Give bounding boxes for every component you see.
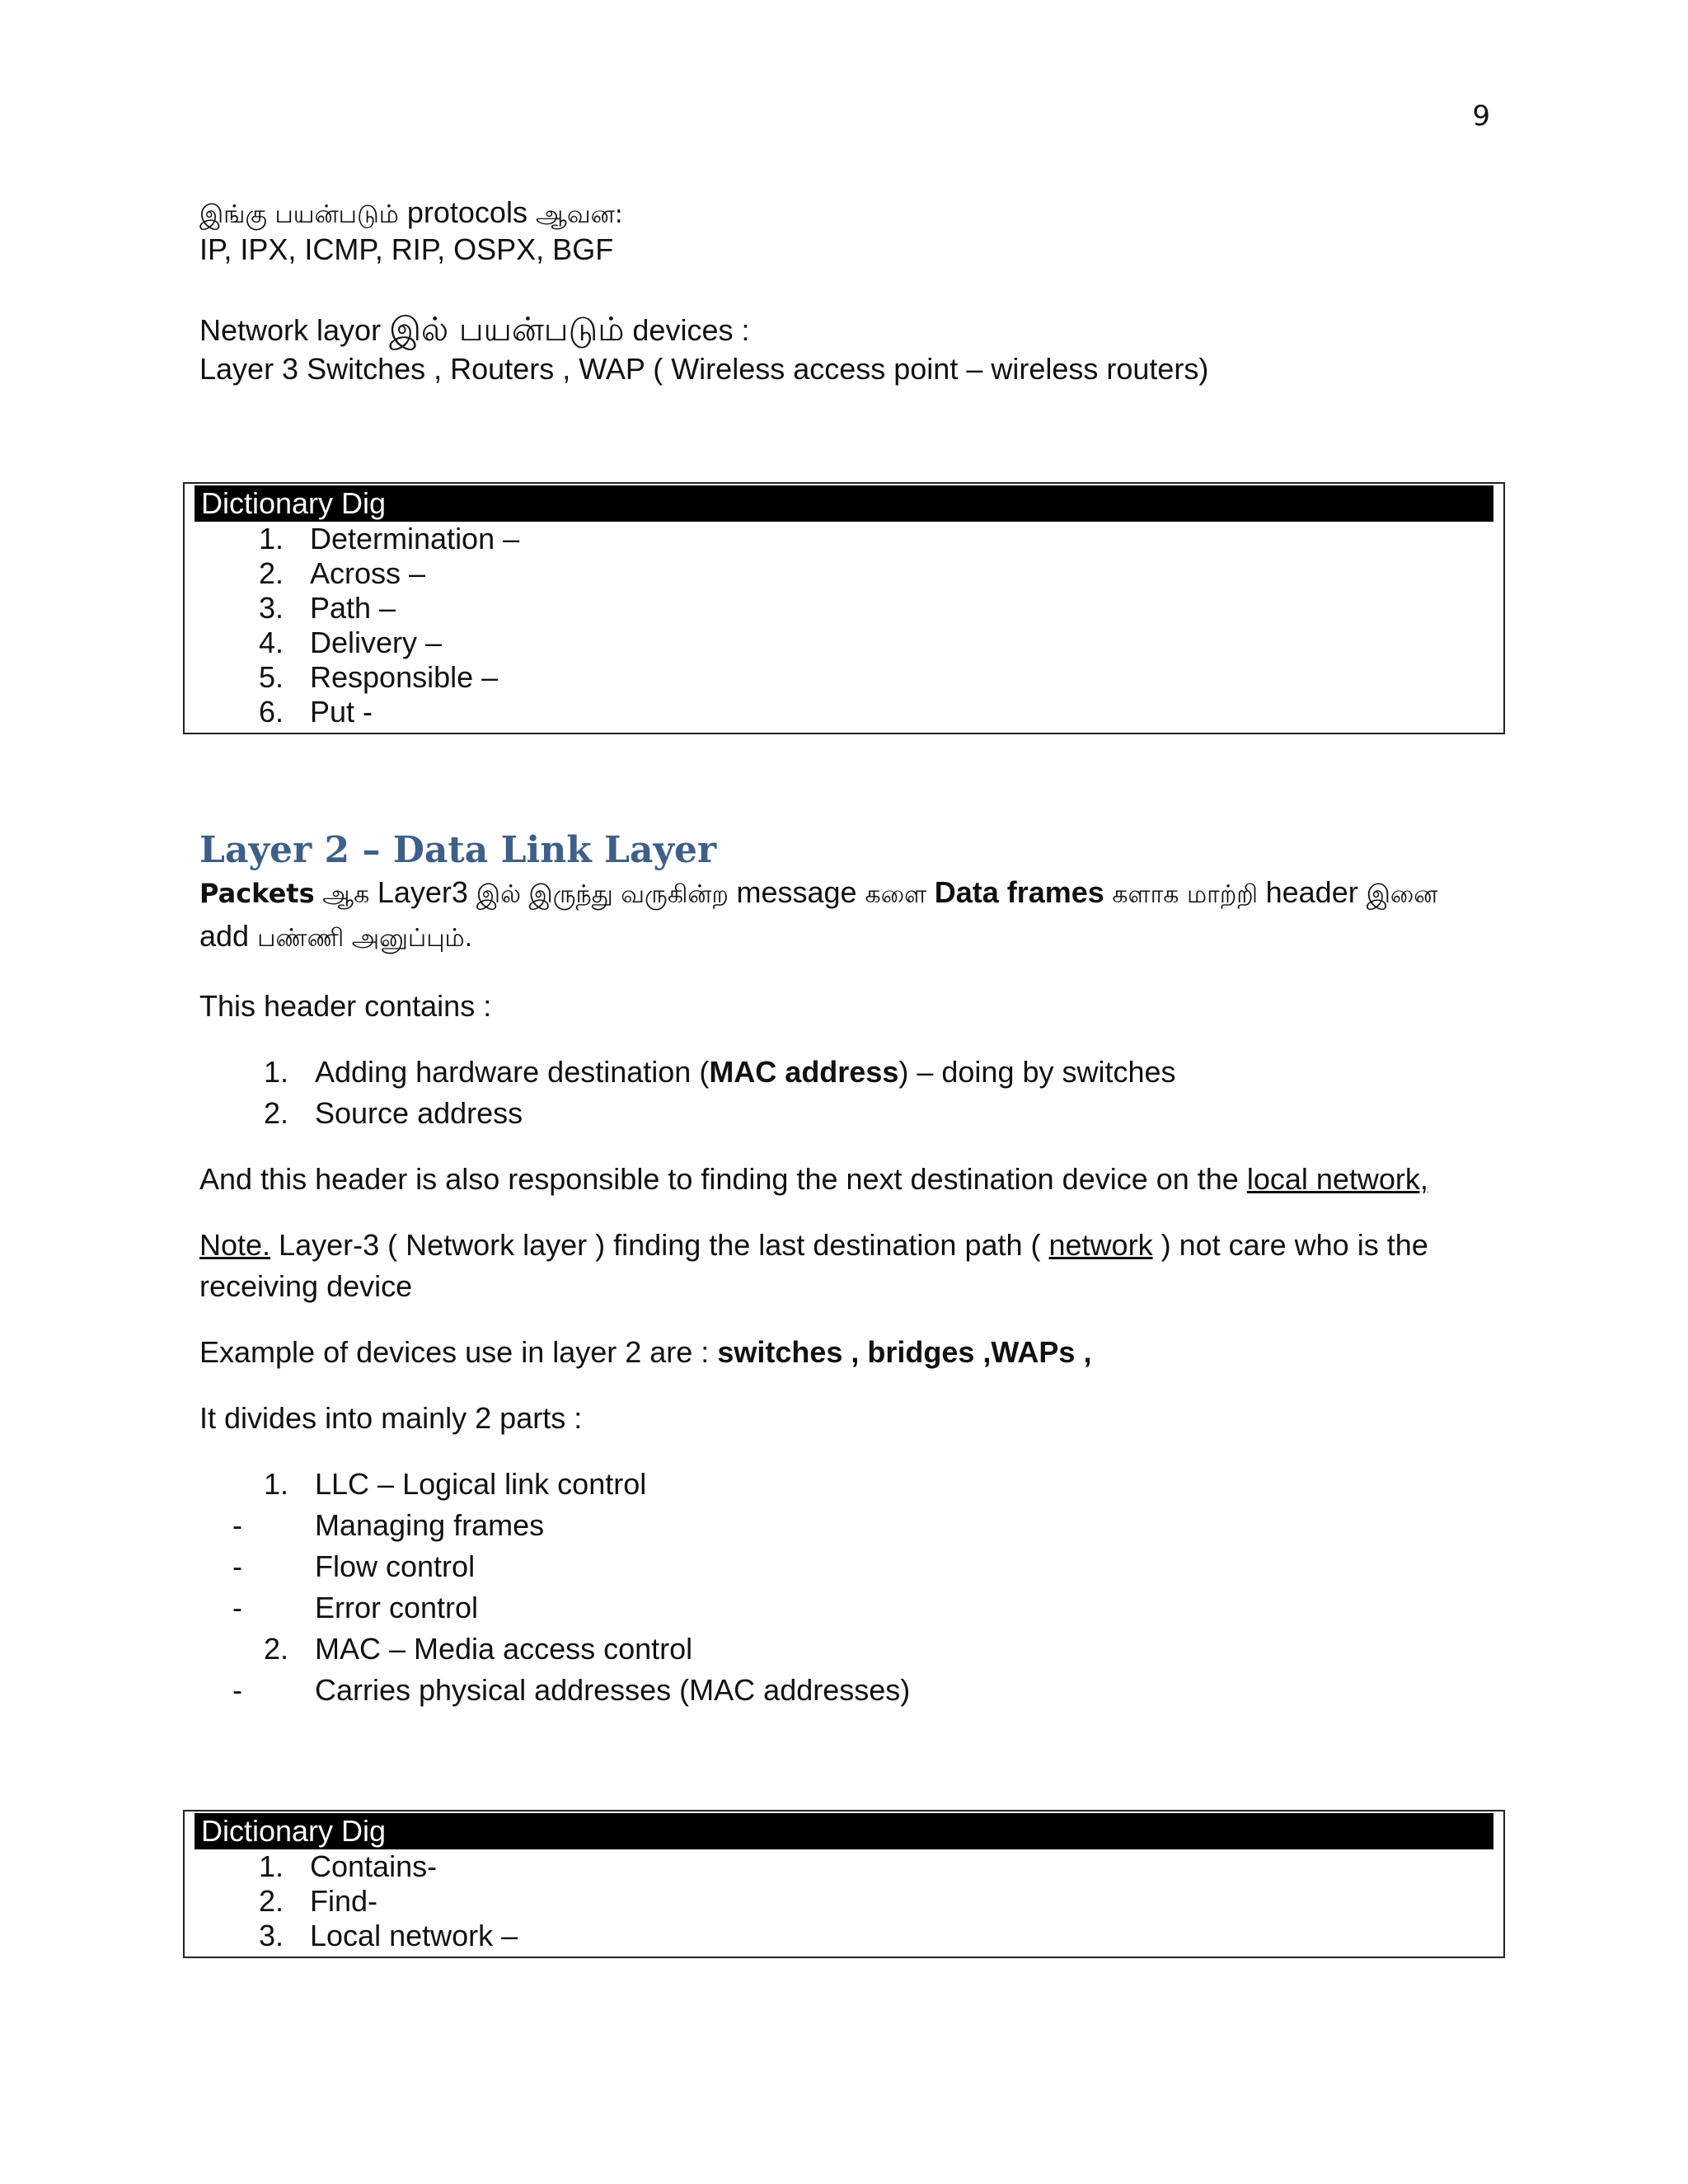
- item-number: 3.: [258, 1918, 284, 1952]
- text-part: Layer-3 ( Network layer ) finding the last destination path (: [270, 1228, 1049, 1263]
- data-frames-bold: Data frames: [934, 875, 1104, 910]
- dictionary-box-2: [183, 1810, 1505, 1958]
- item-bullet: -: [232, 1591, 242, 1625]
- english-text: Layer3: [377, 875, 476, 910]
- list-item: [199, 1052, 1502, 1093]
- item-number: 4.: [258, 625, 284, 659]
- item-text: Carries physical addresses (MAC addresses): [315, 1673, 911, 1708]
- item-text: Managing frames: [315, 1508, 545, 1543]
- item-text: Source address: [315, 1096, 523, 1131]
- dictionary-item: [195, 1884, 1493, 1919]
- responsible-paragraph: [199, 1159, 1502, 1200]
- devices-intro-en2: devices :: [624, 313, 750, 347]
- dictionary-item: [195, 660, 1493, 695]
- text-part: receiving device: [199, 1269, 413, 1304]
- tamil-text: இல் இருந்து வருகின்ற: [476, 880, 737, 910]
- item-text: Determination –: [310, 521, 520, 555]
- english-text: header: [1265, 875, 1367, 910]
- tamil-text: பண்ணி அனுப்பும்.: [257, 924, 473, 954]
- dictionary-item: [195, 626, 1493, 660]
- item-bullet: -: [232, 1508, 242, 1543]
- item-text: Across –: [310, 555, 426, 590]
- note-paragraph: [199, 1225, 1502, 1307]
- item-number: 3.: [258, 590, 284, 625]
- devices-intro-en: Network layor: [199, 313, 390, 347]
- dictionary-item: [195, 556, 1493, 591]
- dictionary-header: Dictionary Dig: [195, 485, 1493, 522]
- item-text: Put -: [310, 694, 373, 729]
- underlined-text: network: [1048, 1228, 1153, 1263]
- divides-paragraph: It divides into mainly 2 parts :: [199, 1401, 583, 1436]
- item-number: 6.: [258, 694, 284, 729]
- text-part: And this header is also responsible to finding the next destination device on the: [199, 1162, 1247, 1197]
- page-number: 9: [1472, 100, 1490, 133]
- dictionary-item: [195, 522, 1493, 556]
- text-part: ) – doing by switches: [898, 1055, 1176, 1090]
- tamil-text: ஆக: [314, 880, 377, 910]
- devices-list: Layer 3 Switches , Routers , WAP ( Wireless access point – wireless routers): [199, 352, 1209, 386]
- item-number: 5.: [258, 659, 284, 694]
- english-text: message: [736, 875, 865, 910]
- bold-part: MAC address: [709, 1055, 899, 1090]
- example-paragraph: [199, 1332, 1502, 1373]
- item-text: LLC – Logical link control: [315, 1467, 647, 1502]
- tamil-text: இனை: [1366, 880, 1438, 910]
- dictionary-box-1: [183, 482, 1505, 734]
- dictionary-item: [195, 1849, 1493, 1884]
- item-bullet: -: [232, 1673, 242, 1708]
- underlined-text: local network,: [1246, 1162, 1428, 1197]
- protocols-intro-en: protocols: [398, 195, 536, 229]
- bold-part: switches , bridges ,WAPs ,: [717, 1335, 1092, 1370]
- dictionary-item: [195, 1919, 1493, 1953]
- item-text: Error control: [315, 1591, 479, 1625]
- item-number: 1.: [258, 1849, 284, 1883]
- text-part: Adding hardware destination (: [315, 1055, 710, 1090]
- dictionary-item: [195, 695, 1493, 729]
- text-part: ) not care who is the: [1152, 1228, 1428, 1263]
- text-part: Example of devices use in layer 2 are :: [199, 1335, 718, 1370]
- dictionary-item: [195, 591, 1493, 626]
- item-text: Flow control: [315, 1549, 476, 1584]
- page-content: [199, 194, 1502, 1958]
- dictionary-list: [195, 522, 1493, 733]
- item-text: Find-: [310, 1883, 378, 1918]
- item-text: MAC – Media access control: [315, 1632, 693, 1666]
- list-item: [199, 1629, 1502, 1670]
- item-number: 1.: [263, 1467, 288, 1502]
- tamil-text: களாக மாற்றி: [1104, 880, 1266, 910]
- item-text: Contains-: [310, 1849, 438, 1883]
- list-item: [199, 1587, 1502, 1629]
- section-heading: Layer 2 – Data Link Layer: [199, 828, 717, 871]
- list-item: [199, 1546, 1502, 1587]
- list-item: [199, 1093, 1502, 1134]
- item-number: 2.: [258, 555, 284, 590]
- list-item: [199, 1464, 1502, 1505]
- protocols-block: [199, 194, 1502, 268]
- note-label: Note.: [199, 1228, 271, 1263]
- item-number: 1.: [263, 1055, 288, 1090]
- protocols-list: IP, IPX, ICMP, RIP, OSPX, BGF: [199, 232, 614, 266]
- dictionary-list: [195, 1849, 1493, 1957]
- dictionary-header: Dictionary Dig: [195, 1813, 1493, 1849]
- item-bullet: -: [232, 1549, 242, 1584]
- parts-list: [199, 1464, 1502, 1711]
- protocols-intro-tamil: இங்கு பயன்படும்: [199, 200, 399, 229]
- layer2-intro-paragraph: [199, 872, 1502, 959]
- english-text: add: [199, 919, 258, 954]
- item-number: 2.: [263, 1632, 288, 1666]
- header-contains-list: [199, 1052, 1502, 1134]
- header-contains-text: This header contains :: [199, 989, 492, 1024]
- item-number: 2.: [258, 1883, 284, 1918]
- item-text: [315, 1052, 1176, 1093]
- devices-intro: [199, 309, 1502, 350]
- item-text: Responsible –: [310, 659, 499, 694]
- item-number: 1.: [258, 521, 284, 555]
- item-text: Delivery –: [310, 625, 443, 659]
- list-item: [199, 1670, 1502, 1711]
- protocols-intro-tamil2: ஆவன:: [535, 200, 623, 229]
- item-number: 2.: [263, 1096, 288, 1131]
- devices-block: [199, 309, 1502, 387]
- list-item: [199, 1505, 1502, 1546]
- packets-label: Packets: [199, 878, 315, 910]
- tamil-text: களை: [865, 880, 935, 910]
- item-text: Local network –: [310, 1918, 518, 1952]
- devices-intro-tamil: இல் பயன்படும்: [389, 311, 625, 349]
- item-text: Path –: [310, 590, 396, 625]
- protocols-intro: [199, 194, 1502, 231]
